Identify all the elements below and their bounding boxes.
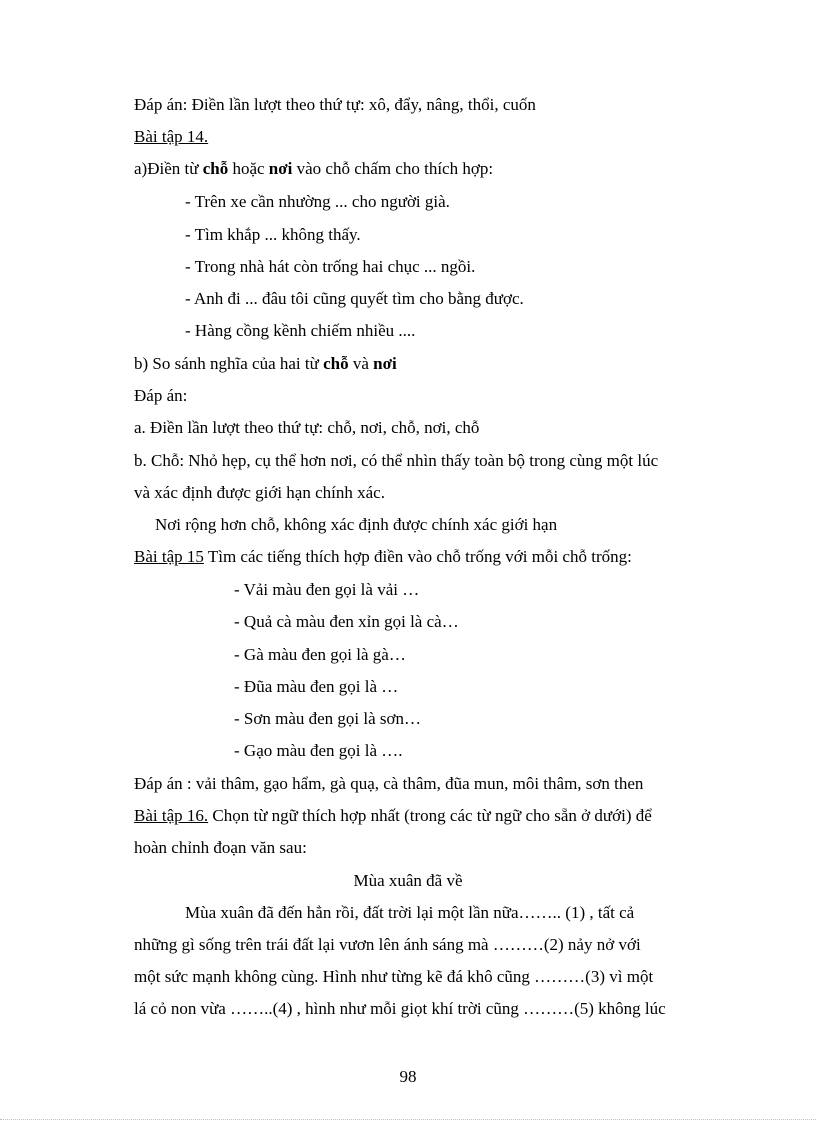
ex14-part-a-mid: hoặc bbox=[232, 159, 265, 178]
ex15-item: - Gà màu đen gọi là gà… bbox=[234, 645, 406, 664]
ex14-item: - Tìm khắp ... không thấy. bbox=[185, 225, 361, 244]
ex14-item: - Hàng cồng kềnh chiếm nhiều .... bbox=[185, 321, 416, 340]
ex14-part-b-prefix: b) So sánh nghĩa của hai từ bbox=[134, 354, 319, 373]
ex15-item: - Vải màu đen gọi là vải … bbox=[234, 580, 420, 599]
ex15-title: Bài tập 15 bbox=[134, 547, 204, 566]
ex14-part-a-word1: chỗ bbox=[202, 159, 229, 178]
ex14-part-b bbox=[134, 353, 397, 375]
ex14-answer-a: a. Điền lần lượt theo thứ tự: chỗ, nơi, chỗ, nơi, chỗ bbox=[134, 418, 480, 437]
ex15-heading bbox=[134, 546, 632, 568]
ex15-item: - Quả cà màu đen xỉn gọi là cà… bbox=[234, 612, 459, 631]
ex14-answer-b-line3: Nơi rộng hơn chỗ, không xác định được chính xác giới hạn bbox=[155, 515, 558, 534]
ex14-part-a bbox=[134, 158, 493, 180]
ex14-item: - Anh đi ... đâu tôi cũng quyết tìm cho bằng được. bbox=[185, 289, 524, 308]
ex15-item: - Đũa màu đen gọi là … bbox=[234, 677, 399, 696]
page-edge-divider bbox=[0, 1119, 816, 1120]
answer-ex13: Đáp án: Điền lần lượt theo thứ tự: xô, đẩy, nâng, thổi, cuốn bbox=[134, 95, 536, 114]
ex15-item: - Gạo màu đen gọi là …. bbox=[234, 741, 403, 760]
passage-line: những gì sống trên trái đất lại vươn lên ánh sáng mà ………(2) nảy nở với bbox=[134, 935, 641, 954]
ex14-answer-b-line1: b. Chỗ: Nhỏ hẹp, cụ thể hơn nơi, có thể nhìn thấy toàn bộ trong cùng một lúc bbox=[134, 451, 659, 470]
ex14-answer-label: Đáp án: bbox=[134, 386, 188, 405]
page-number: 98 bbox=[399, 1067, 417, 1086]
ex14-part-a-word2: nơi bbox=[268, 159, 293, 178]
ex16-prompt-line2: hoàn chỉnh đoạn văn sau: bbox=[134, 838, 307, 857]
ex16-prompt-line1: Chọn từ ngữ thích hợp nhất (trong các từ ngữ cho sẵn ở dưới) để bbox=[208, 806, 652, 825]
ex15-prompt: Tìm các tiếng thích hợp điền vào chỗ trống với mỗi chỗ trống: bbox=[203, 547, 632, 566]
passage-line: Mùa xuân đã đến hẳn rồi, đất trời lại một lần nữa…….. (1) , tất cả bbox=[185, 903, 635, 922]
ex14-item: - Trên xe cần nhường ... cho người già. bbox=[185, 192, 450, 211]
passage-title: Mùa xuân đã về bbox=[353, 871, 463, 890]
passage-line: một sức mạnh không cùng. Hình như từng kẽ đá khô cũng ………(3) vì một bbox=[134, 967, 654, 986]
ex16-heading bbox=[134, 805, 652, 827]
ex14-part-a-suffix: vào chỗ chấm cho thích hợp: bbox=[296, 159, 494, 178]
ex15-item: - Sơn màu đen gọi là sơn… bbox=[234, 709, 422, 728]
ex15-answer: Đáp án : vải thâm, gạo hẩm, gà quạ, cà thâm, đũa mun, môi thâm, sơn then bbox=[134, 774, 644, 793]
ex14-title: Bài tập 14. bbox=[134, 127, 209, 146]
ex14-part-b-word1: chỗ bbox=[323, 354, 349, 373]
ex14-item: - Trong nhà hát còn trống hai chục ... ngồi. bbox=[185, 257, 476, 276]
ex16-title: Bài tập 16. bbox=[134, 806, 209, 825]
ex14-part-b-word2: nơi bbox=[373, 354, 397, 373]
ex14-part-b-mid: và bbox=[352, 354, 369, 373]
ex14-answer-b-line2: và xác định được giới hạn chính xác. bbox=[134, 483, 385, 502]
ex14-part-a-prefix: a)Điền từ bbox=[134, 159, 199, 178]
passage-line: lá cỏ non vừa ……..(4) , hình như mỗi giọt khí trời cũng ………(5) không lúc bbox=[134, 999, 666, 1018]
